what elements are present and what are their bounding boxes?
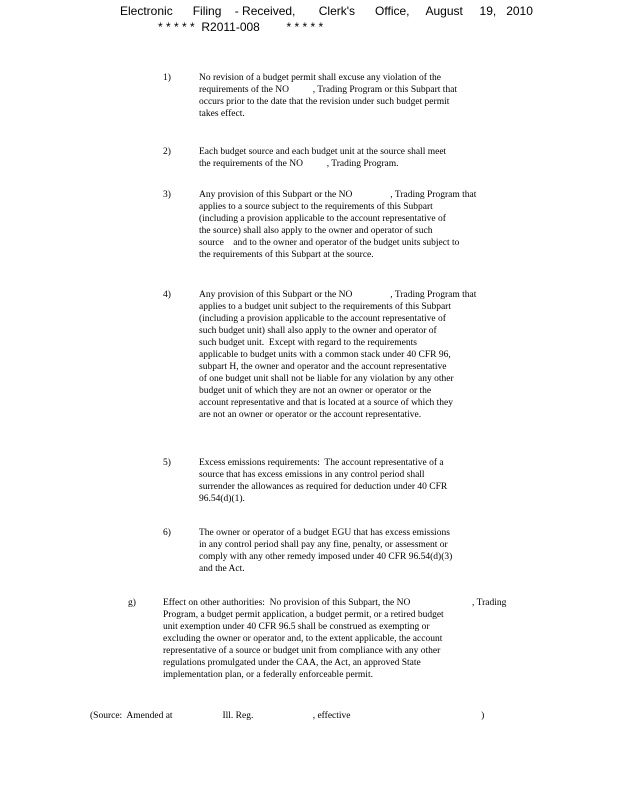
- paragraph-line: source and to the owner and operator of the budget units subject to: [199, 238, 460, 248]
- paragraph-line: the source) shall also apply to the owner and operator of such: [199, 226, 433, 236]
- item-number: 6): [163, 528, 171, 538]
- paragraph-line: budget unit of which they are not an owner or operator or the: [199, 386, 432, 396]
- paragraph-line: The owner or operator of a budget EGU that has excess emissions: [199, 528, 450, 538]
- paragraph-line: comply with any other remedy imposed under 40 CFR 96.54(d)(3): [199, 552, 453, 562]
- paragraph-line: such budget unit) shall also apply to the owner and operator of: [199, 326, 437, 336]
- paragraph-line: 96.54(d)(1).: [199, 494, 245, 504]
- paragraph-line: applicable to budget units with a common stack under 40 CFR 96,: [199, 350, 451, 360]
- filing-stamp-header: Electronic Filing - Received, Clerk's Office, August 19, 2010: [120, 4, 533, 18]
- paragraph-line: Excess emissions requirements: The account representative of a: [199, 458, 444, 468]
- paragraph-line: implementation plan, or a federally enforceable permit.: [163, 670, 373, 680]
- item-number: 4): [163, 290, 171, 300]
- item-number: 2): [163, 147, 171, 157]
- paragraph-line: the requirements of this Subpart at the source.: [199, 250, 374, 260]
- paragraph-line: Program, a budget permit application, a budget permit, or a retired budget: [163, 610, 444, 620]
- paragraph-line: source that has excess emissions in any control period shall: [199, 470, 425, 480]
- paragraph-line: and the Act.: [199, 564, 245, 574]
- paragraph-line: excluding the owner or operator and, to the extent applicable, the account: [163, 634, 443, 644]
- item-number: 3): [163, 190, 171, 200]
- item-paragraph: [199, 289, 476, 421]
- paragraph-line: takes effect.: [199, 109, 245, 119]
- paragraph-line: are not an owner or operator or the account representative.: [199, 410, 422, 420]
- paragraph-line: occurs prior to the date that the revision under such budget permit: [199, 97, 450, 107]
- item-paragraph: [199, 457, 447, 505]
- paragraph-line: No revision of a budget permit shall excuse any violation of the: [199, 73, 441, 83]
- paragraph-line: requirements of the NO , Trading Program or this Subpart that: [199, 85, 458, 95]
- paragraph-line: Each budget source and each budget unit at the source shall meet: [199, 147, 447, 157]
- docket-number-header: * * * * * R2011-008 * * * * *: [158, 20, 324, 34]
- paragraph-line: (including a provision applicable to the account representative of: [199, 214, 446, 224]
- paragraph-line: account representative and that is located at a source of which they: [199, 398, 454, 408]
- paragraph-line: applies to a source subject to the requirements of this Subpart: [199, 202, 433, 212]
- item-paragraph: [199, 146, 446, 170]
- paragraph-line: applies to a budget unit subject to the requirements of this Subpart: [199, 302, 451, 312]
- paragraph-line: representative of a source or budget unit from compliance with any other: [163, 646, 441, 656]
- paragraph-line: Any provision of this Subpart or the NO , Trading Program that: [199, 190, 477, 200]
- paragraph-line: Effect on other authorities: No provision of this Subpart, the NO , Trading: [163, 598, 507, 608]
- item-paragraph: [199, 527, 452, 575]
- paragraph-line: the requirements of the NO , Trading Program.: [199, 159, 399, 169]
- paragraph-line: regulations promulgated under the CAA, the Act, an approved State: [163, 658, 421, 668]
- paragraph-line: unit exemption under 40 CFR 96.5 shall be construed as exempting or: [163, 622, 430, 632]
- paragraph-line: Any provision of this Subpart or the NO , Trading Program that: [199, 290, 477, 300]
- section-paragraph: [163, 597, 506, 681]
- section-label: g): [128, 598, 136, 608]
- item-number: 5): [163, 458, 171, 468]
- paragraph-line: of one budget unit shall not be liable for any violation by any other: [199, 374, 454, 384]
- item-paragraph: [199, 72, 457, 120]
- paragraph-line: subpart H, the owner and operator and the account representative: [199, 362, 447, 372]
- paragraph-line: in any control period shall pay any fine, penalty, or assessment or: [199, 540, 448, 550]
- item-paragraph: [199, 189, 476, 261]
- paragraph-line: (including a provision applicable to the account representative of: [199, 314, 446, 324]
- paragraph-line: such budget unit. Except with regard to the requirements: [199, 338, 417, 348]
- source-note: (Source: Amended at Ill. Reg. , effective ): [90, 711, 485, 721]
- item-number: 1): [163, 73, 171, 83]
- paragraph-line: surrender the allowances as required for deduction under 40 CFR: [199, 482, 448, 492]
